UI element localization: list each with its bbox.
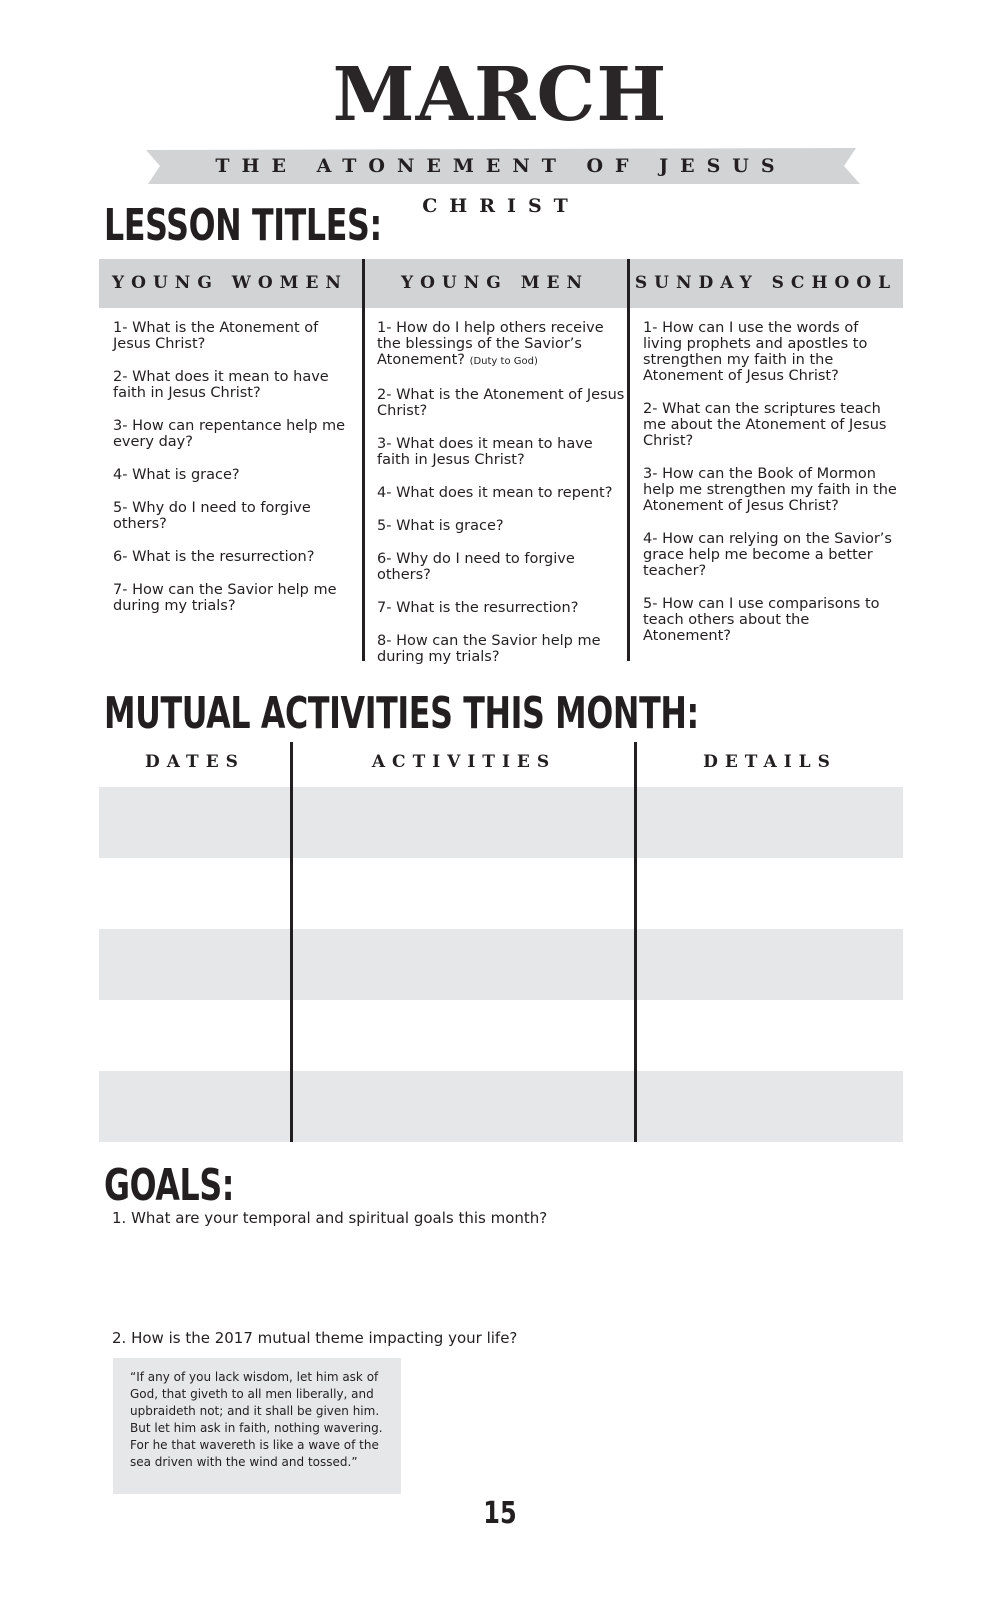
details-cell[interactable] <box>637 858 903 929</box>
list-item: 2- What is the Atonement of Jesus Christ? <box>377 387 625 419</box>
sunday-school-column-title: SUNDAY SCHOOL <box>634 273 898 293</box>
activity-cell[interactable] <box>294 1071 634 1142</box>
details-cell[interactable] <box>637 929 903 1000</box>
list-item: 6- Why do I need to forgive others? <box>377 551 575 583</box>
table-row <box>99 1071 903 1142</box>
young-women-column-title: YOUNG WOMEN <box>112 273 348 293</box>
details-cell[interactable] <box>637 1000 903 1071</box>
young-men-lesson-list <box>377 320 627 682</box>
list-item: 3- How can repentance help me every day? <box>113 418 346 450</box>
list-item: 1- How can I use the words of living prophets and apostles to strengthen my faith in the Atonement of Jesus Christ? <box>643 320 868 384</box>
table-row <box>99 929 903 1000</box>
list-item: 2- What does it mean to have faith in Jesus Christ? <box>113 369 329 401</box>
lesson-titles-heading: LESSON TITLES: <box>104 200 382 251</box>
date-cell[interactable] <box>99 1000 291 1071</box>
list-item: 5- What is grace? <box>377 518 504 534</box>
list-item <box>377 320 627 370</box>
details-column-title: DETAILS <box>703 752 837 772</box>
activities-column-divider <box>290 742 293 1142</box>
list-item: 3- What does it mean to have faith in Jesus Christ? <box>377 436 593 468</box>
month-title: MARCH <box>332 52 668 138</box>
goals-heading: GOALS: <box>104 1160 235 1211</box>
duty-to-god-note: (Duty to God) <box>469 356 538 367</box>
list-item: 5- How can I use comparisons to teach others about the Atonement? <box>643 596 880 644</box>
list-item: 8- How can the Savior help me during my trials? <box>377 633 601 665</box>
activities-column-divider <box>634 742 637 1142</box>
list-item: 3- How can the Book of Mormon help me strengthen my faith in the Atonement of Jesus Christ? <box>643 466 897 514</box>
goal-question-1: 1. What are your temporal and spiritual goals this month? <box>112 1209 548 1227</box>
activity-cell[interactable] <box>294 929 634 1000</box>
list-item: 6- What is the resurrection? <box>113 549 315 565</box>
dates-column-title: DATES <box>145 752 245 772</box>
date-cell[interactable] <box>99 929 291 1000</box>
list-item: 4- What does it mean to repent? <box>377 485 613 501</box>
scripture-quote: “If any of you lack wisdom, let him ask of God, that giveth to all men liberally, and upbraideth not; and it shall be given him. But let him ask in faith, nothing wavering. For he that wavereth is like a wave of the sea driven with the wind and tossed.” <box>130 1370 383 1469</box>
table-row <box>99 787 903 858</box>
list-item: 7- How can the Savior help me during my trials? <box>113 582 337 614</box>
page-number: 15 <box>483 1496 517 1531</box>
activity-cell[interactable] <box>294 787 634 858</box>
date-cell[interactable] <box>99 1071 291 1142</box>
list-item: 2- What can the scriptures teach me about the Atonement of Jesus Christ? <box>643 401 887 449</box>
sunday-school-lesson-list <box>643 320 898 661</box>
theme-title: THE ATONEMENT OF JESUS CHRIST <box>215 155 787 217</box>
date-cell[interactable] <box>99 858 291 929</box>
goal-question-2: 2. How is the 2017 mutual theme impacting your life? <box>112 1329 518 1347</box>
list-item: 4- How can relying on the Savior’s grace help me become a better teacher? <box>643 531 892 579</box>
young-women-lesson-list <box>113 320 358 631</box>
details-cell[interactable] <box>637 1071 903 1142</box>
list-item: 4- What is grace? <box>113 467 240 483</box>
young-men-column-title: YOUNG MEN <box>400 273 590 293</box>
list-item: 7- What is the resurrection? <box>377 600 579 616</box>
activity-cell[interactable] <box>294 1000 634 1071</box>
list-item: 1- What is the Atonement of Jesus Christ? <box>113 320 319 352</box>
theme-banner <box>140 146 862 217</box>
date-cell[interactable] <box>99 787 291 858</box>
scripture-quote-box <box>113 1358 401 1494</box>
table-row <box>99 1000 903 1071</box>
list-item: 5- Why do I need to forgive others? <box>113 500 311 532</box>
details-cell[interactable] <box>637 787 903 858</box>
lesson-columns-header <box>99 259 903 308</box>
list-item-text: 1- How do I help others receive the blessings of the Savior’s Atonement? <box>377 320 604 368</box>
activity-cell[interactable] <box>294 858 634 929</box>
lesson-column-divider <box>627 259 630 661</box>
mutual-activities-heading: MUTUAL ACTIVITIES THIS MONTH: <box>104 688 699 739</box>
table-row <box>99 858 903 929</box>
activities-column-title: ACTIVITIES <box>371 752 557 772</box>
lesson-column-divider <box>362 259 365 661</box>
